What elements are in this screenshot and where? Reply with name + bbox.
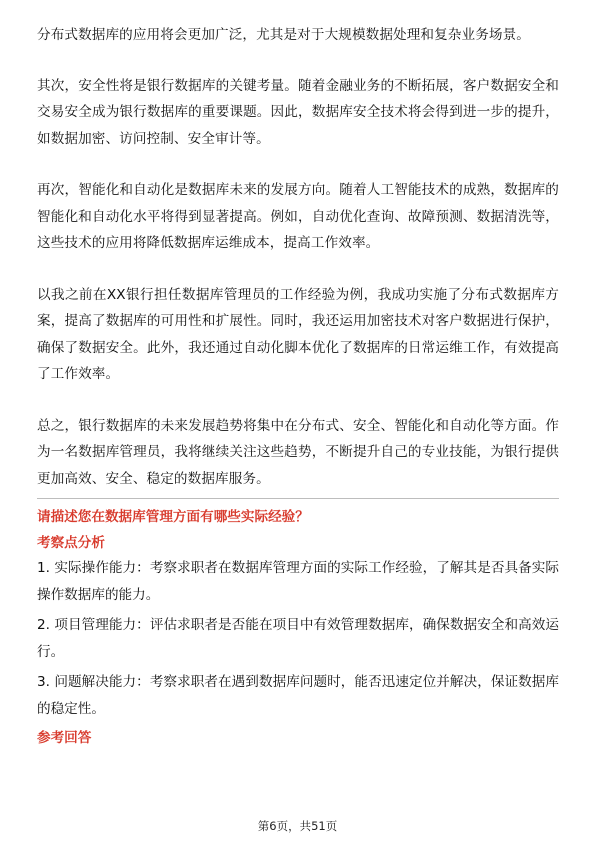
paragraph: 其次，安全性将是银行数据库的关键考量。随着金融业务的不断拓展，客户数据安全和交易安全成为银行数据库的重要课题。因此，数据库安全技术将会得到进一步的提升，如数据加密、访问控制、安全审计等。 [37,77,559,147]
analysis-title: 考察点分析 [37,535,105,551]
paragraph: 分布式数据库的应用将会更加广泛，尤其是对于大规模数据处理和复杂业务场景。 [37,27,530,43]
answer-title: 参考回答 [37,730,92,746]
analysis-item: 2. 项目管理能力：评估求职者是否能在项目中有效管理数据库，确保数据安全和高效运行。 [37,617,559,660]
section-divider [37,498,559,499]
page-content [37,22,559,750]
paragraph: 以我之前在XX银行担任数据库管理员的工作经验为例，我成功实施了分布式数据库方案，提高了数据库的可用性和扩展性。同时，我还运用加密技术对客户数据进行保护，确保了数据安全。此外，我还通过自动化脚本优化了数据库的日常运维工作，有效提高了工作效率。 [37,286,559,382]
page-number: 第6页，共51页 [257,819,338,833]
analysis-item: 1. 实际操作能力：考察求职者在数据库管理方面的实际工作经验，了解其是否具备实际操作数据库的能力。 [37,560,559,603]
paragraph: 再次，智能化和自动化是数据库未来的发展方向。随着人工智能技术的成熟，数据库的智能化和自动化水平将得到显著提高。例如，自动优化查询、故障预测、数据清洗等，这些技术的应用将降低数据库运维成本，提高工作效率。 [37,182,559,251]
paragraph: 总之，银行数据库的未来发展趋势将集中在分布式、安全、智能化和自动化等方面。作为一名数据库管理员，我将继续关注这些趋势，不断提升自己的专业技能，为银行提供更加高效、安全、稳定的数据库服务。 [37,417,559,487]
analysis-item: 3. 问题解决能力：考察求职者在遇到数据库问题时，能否迅速定位并解决，保证数据库的稳定性。 [37,674,559,717]
analysis-list [37,555,559,722]
question-heading: 请描述您在数据库管理方面有哪些实际经验？ [37,509,309,525]
